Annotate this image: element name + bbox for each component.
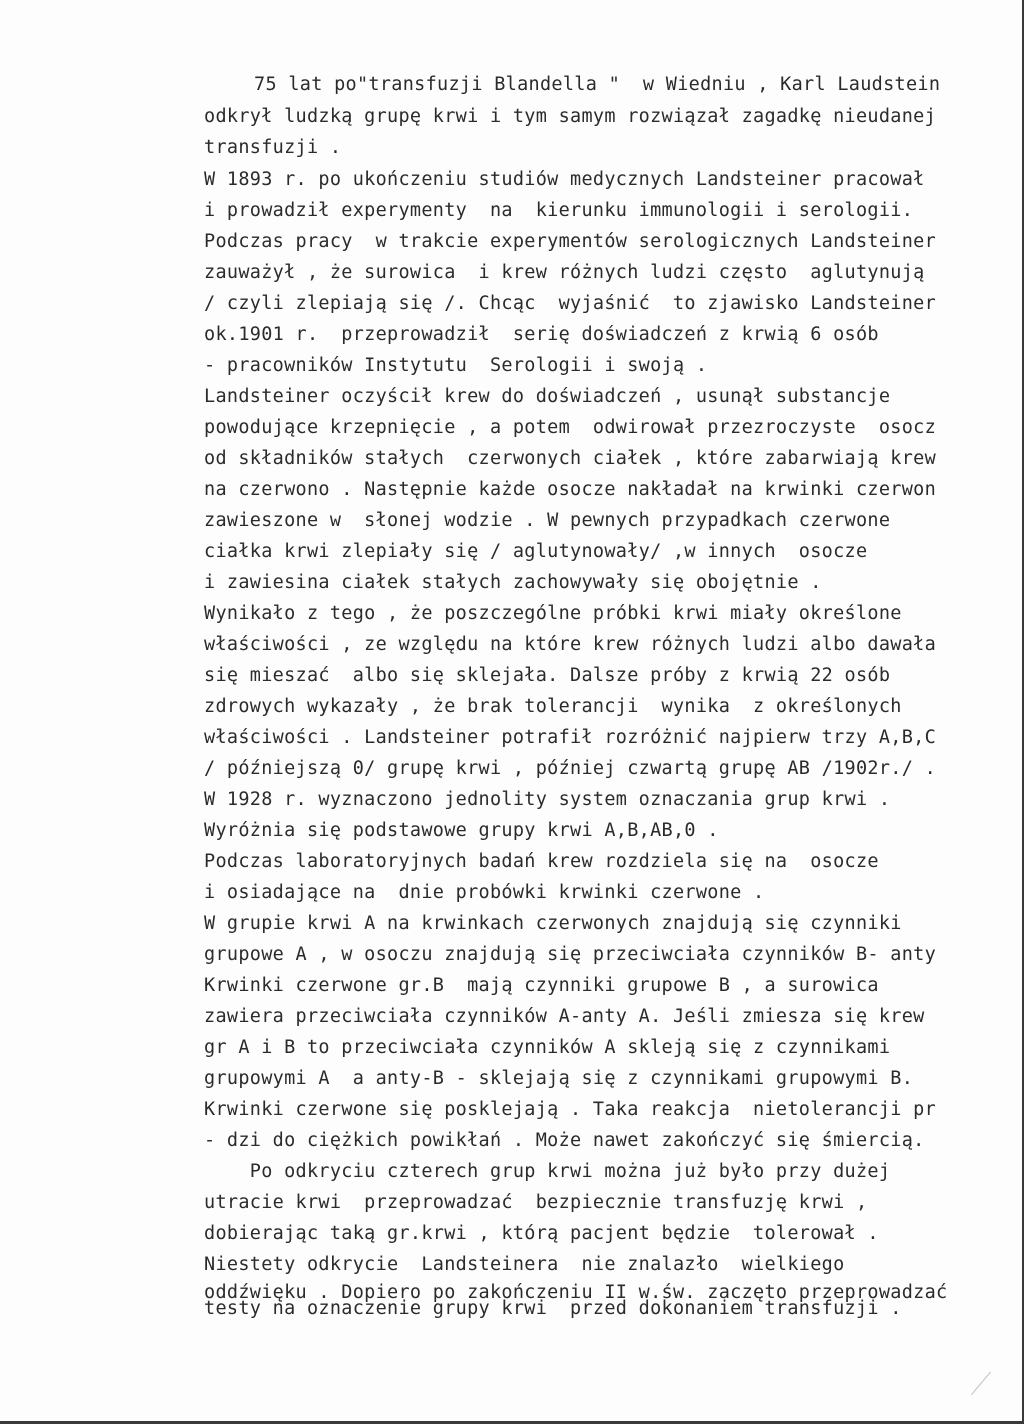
text-line: - pracowników Instytutu Serologii i swoją .: [204, 355, 708, 376]
text-line: Landsteiner oczyścił krew do doświadczeń , usunął substancje: [204, 386, 891, 407]
text-line: grupowe A , w osoczu znajdują się przeciwciała czynników B- anty: [204, 944, 937, 965]
text-line: 75 lat po"transfuzji Blandella " w Wiedniu , Karl Laudstein: [254, 74, 941, 95]
text-line: / czyli zlepiają się /. Chcąc wyjaśnić to zjawisko Landsteiner: [204, 293, 937, 314]
text-line: gr A i B to przeciwciała czynników A skleją się z czynnikami: [204, 1037, 891, 1058]
text-line: Podczas laboratoryjnych badań krew rozdziela się na osocze: [204, 851, 879, 872]
text-line: właściwości . Landsteiner potrafił rozróżnić najpierw trzy A,B,C: [204, 727, 937, 748]
text-line: - dzi do ciężkich powikłań . Może nawet zakończyć się śmiercią.: [204, 1130, 925, 1151]
text-line: od składników stałych czerwonych ciałek , które zabarwiają krew: [204, 448, 937, 469]
text-line: się mieszać albo się sklejała. Dalsze próby z krwią 22 osób: [204, 665, 891, 686]
text-line: Krwinki czerwone się posklejają . Taka reakcja nietolerancji pr: [204, 1099, 937, 1120]
text-line: / późniejszą 0/ grupę krwi , później czwartą grupę AB /1902r./ .: [204, 758, 937, 779]
text-line: zawiera przeciwciała czynników A-anty A. Jeśli zmiesza się krew: [204, 1006, 925, 1027]
text-line: Wyróżnia się podstawowe grupy krwi A,B,AB,0 .: [204, 820, 719, 841]
text-line: W 1893 r. po ukończeniu studiów medycznych Landsteiner pracował: [204, 169, 925, 190]
text-line: Krwinki czerwone gr.B mają czynniki grupowe B , a surowica: [204, 975, 879, 996]
text-line: utracie krwi przeprowadzać bezpiecznie transfuzję krwi ,: [204, 1192, 868, 1213]
text-line: powodujące krzepnięcie , a potem odwirował przezroczyste osocz: [204, 417, 937, 438]
text-line: Po odkryciu czterech grup krwi można już było przy dużej: [204, 1161, 891, 1182]
text-line: Wynikało z tego , że poszczególne próbki krwi miały określone: [204, 603, 902, 624]
text-line: i osiadające na dnie probówki krwinki czerwone .: [204, 882, 765, 903]
text-line: zawieszone w słonej wodzie . W pewnych przypadkach czerwone: [204, 510, 891, 531]
text-line: transfuzji .: [204, 137, 342, 158]
text-line: W 1928 r. wyznaczono jednolity system oznaczania grup krwi .: [204, 789, 891, 810]
text-line: oddźwięku . Dopiero po zakończeniu II w.św. zaczęto przeprowadzać: [204, 1282, 948, 1303]
text-line: i prowadził experymenty na kierunku immunologii i serologii.: [204, 200, 914, 221]
text-line: grupowymi A a anty-B - sklejają się z czynnikami grupowymi B.: [204, 1068, 914, 1089]
text-line: zdrowych wykazały , że brak tolerancji wynika z określonych: [204, 696, 902, 717]
text-line: Podczas pracy w trakcie experymentów serologicznych Landsteiner: [204, 231, 937, 252]
text-line: odkrył ludzką grupę krwi i tym samym rozwiązał zagadkę nieudanej: [204, 106, 937, 127]
scan-corner-mark: [971, 1372, 1014, 1415]
text-line: i zawiesina ciałek stałych zachowywały się obojętnie .: [204, 572, 822, 593]
text-line: zauważył , że surowica i krew różnych ludzi często aglutynują: [204, 262, 925, 283]
text-line: W grupie krwi A na krwinkach czerwonych znajdują się czynniki: [204, 913, 902, 934]
text-line: ok.1901 r. przeprowadził serię doświadczeń z krwią 6 osób: [204, 324, 879, 345]
text-line: dobierając taką gr.krwi , którą pacjent będzie tolerował .: [204, 1223, 879, 1244]
text-line: właściwości , ze względu na które krew różnych ludzi albo dawała: [204, 634, 937, 655]
text-line: ciałka krwi zlepiały się / aglutynowały/ ,w innych osocze: [204, 541, 868, 562]
text-line: testy na oznaczenie grupy krwi przed dokonaniem transfuzji .: [204, 1298, 902, 1319]
text-line: Niestety odkrycie Landsteinera nie znalazło wielkiego: [204, 1254, 845, 1275]
text-line: na czerwono . Następnie każde osocze nakładał na krwinki czerwon: [204, 479, 937, 500]
